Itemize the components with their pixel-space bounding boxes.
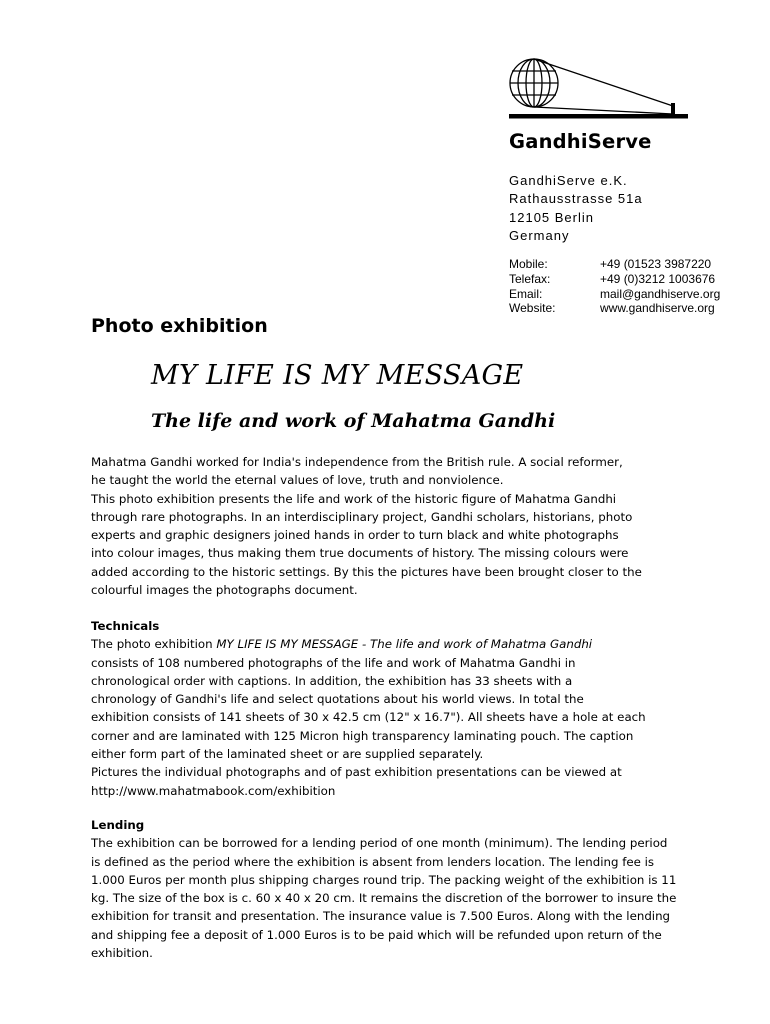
technicals-section [91, 617, 731, 800]
text-line: exhibition. [91, 946, 153, 961]
section-heading: Technicals [91, 619, 160, 633]
contact-value: +49 (01523 3987220 [600, 257, 712, 271]
text-line: he taught the world the eternal values of love, truth and nonviolence. [91, 473, 504, 488]
exhibition-title: MY LIFE IS MY MESSAGE [151, 360, 524, 391]
contact-value: +49 (0)3212 1003676 [600, 271, 716, 286]
contact-label: Telefax: [509, 271, 551, 286]
contact-row-mobile [509, 257, 720, 272]
lending-section [91, 816, 731, 962]
contact-details [509, 257, 720, 316]
exhibition-subtitle: The life and work of Mahatma Gandhi [151, 410, 556, 432]
address-line: 12105 Berlin [509, 209, 594, 225]
section-heading: Lending [91, 818, 145, 832]
text-line: Mahatma Gandhi worked for India's independence from the British rule. A social reformer, [91, 455, 623, 469]
text-line: exhibition consists of 141 sheets of 30 x 42.5 cm (12" x 16.7"). All sheets have a hole at each [91, 710, 646, 725]
italic-title-ref: MY LIFE IS MY MESSAGE - The life and work of Mahatma Gandhi [216, 637, 593, 652]
contact-label: Website: [509, 301, 556, 316]
address-line: Germany [509, 227, 570, 243]
text-line [91, 635, 731, 653]
text-line: This photo exhibition presents the life and work of the historic figure of Mahatma Gandhi [91, 491, 617, 506]
page-heading: Photo exhibition [91, 315, 268, 337]
text-line: exhibition for transit and presentation. The insurance value is 7.500 Euros. Along with the lending [91, 909, 671, 924]
contact-row-email [509, 287, 720, 302]
contact-value: www.gandhiserve.org [600, 301, 715, 316]
text-line: Pictures the individual photographs and of past exhibition presentations can be viewed at [91, 765, 622, 780]
text-line: corner and are laminated with 125 Micron high transparency laminating pouch. The caption [91, 728, 634, 743]
contact-row-website [509, 301, 720, 316]
text-line: chronological order with captions. In addition, the exhibition has 33 sheets with a [91, 673, 573, 688]
contact-value: mail@gandhiserve.org [600, 286, 721, 301]
text-line: added according to the historic settings. By this the pictures have been brought closer to the [91, 564, 642, 579]
text-line: experts and graphic designers joined hands in order to turn black and white photographs [91, 528, 619, 543]
text-line: consists of 108 numbered photographs of the life and work of Mahatma Gandhi in [91, 655, 576, 670]
brand-name: GandhiServe [509, 130, 652, 153]
text-line: either form part of the laminated sheet or are supplied separately. [91, 747, 484, 762]
text-prefix: The photo exhibition [91, 637, 217, 652]
intro-paragraph [91, 453, 731, 599]
text-line: is defined as the period where the exhibition is absent from lenders location. The lending fee is [91, 854, 655, 869]
text-line: The exhibition can be borrowed for a lending period of one month (minimum). The lending period [91, 836, 668, 851]
address-line: Rathausstrasse 51a [509, 191, 643, 207]
text-line: into colour images, thus making them true documents of history. The missing colours were [91, 546, 629, 561]
exhibition-url: http://www.mahatmabook.com/exhibition [91, 783, 336, 798]
contact-label: Email: [509, 286, 543, 301]
text-line: and shipping fee a deposit of 1.000 Euros is to be paid which will be refunded upon return of the [91, 927, 662, 942]
text-line: colourful images the photographs document. [91, 583, 358, 598]
contact-row-telefax [509, 272, 720, 287]
text-line: kg. The size of the box is c. 60 x 40 x 20 cm. It remains the discretion of the borrower to insure the [91, 891, 677, 906]
address-line: GandhiServe e.K. [509, 173, 628, 188]
text-line: chronology of Gandhi's life and select quotations about his world views. In total the [91, 692, 584, 707]
contact-label: Mobile: [509, 257, 548, 271]
text-line: through rare photographs. In an interdisciplinary project, Gandhi scholars, historians, photo [91, 509, 633, 524]
company-address [509, 172, 643, 245]
text-line: 1.000 Euros per month plus shipping charges round trip. The packing weight of the exhibition is 11 [91, 872, 677, 887]
